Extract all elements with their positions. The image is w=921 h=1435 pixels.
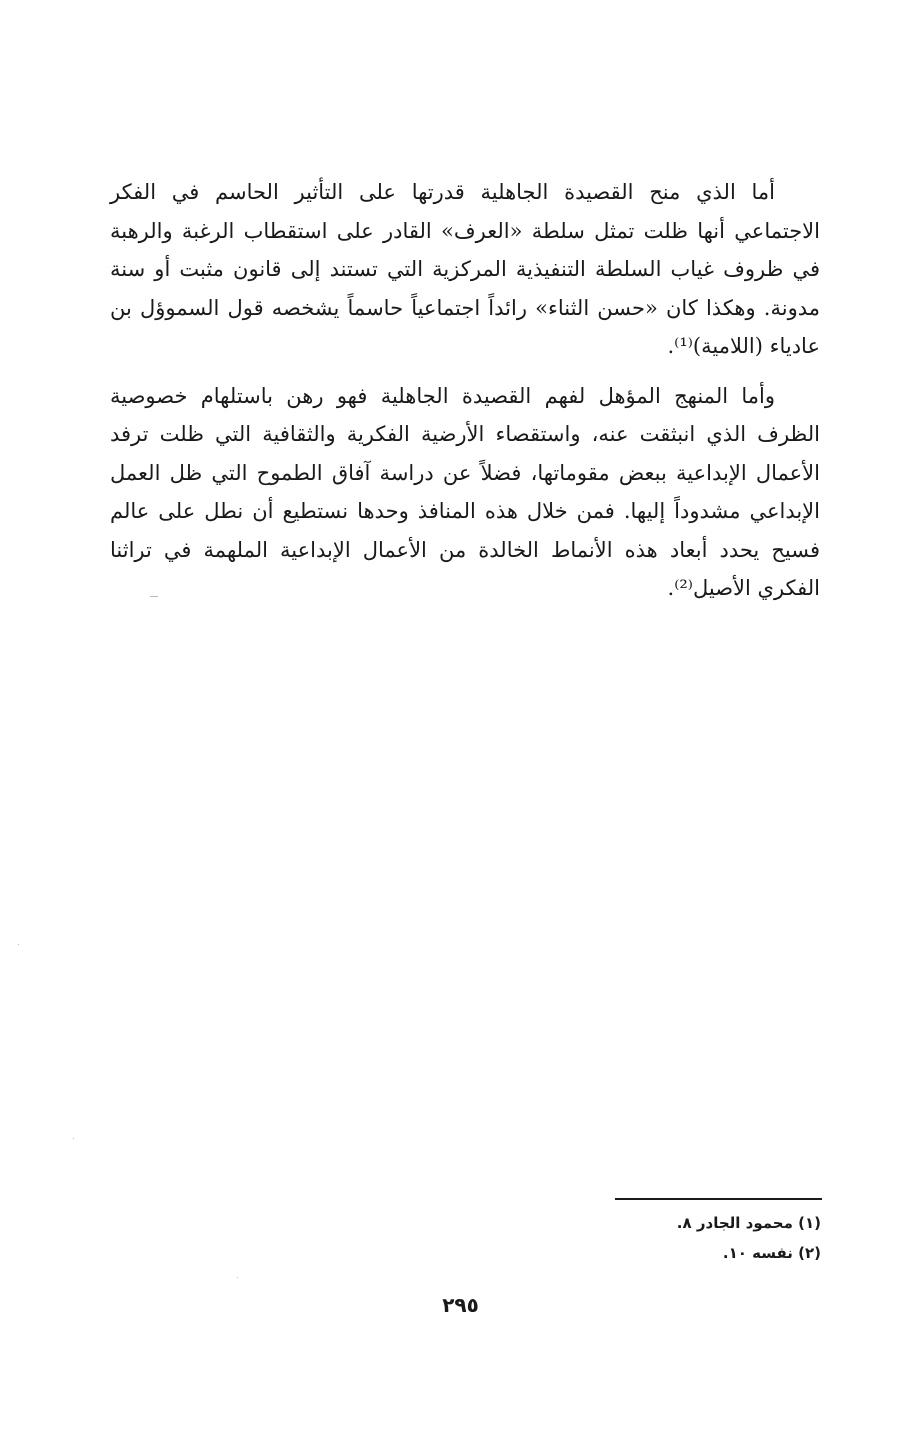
footnote-2: (٢) نفسه ١٠. <box>722 1244 821 1262</box>
scan-speck <box>18 944 19 945</box>
paragraph-1: أما الذي منح القصيدة الجاهلية قدرتها على التأثير الحاسم في الفكر الاجتماعي أنها ظلت تمثل سلطة «العرف» القادر على استقطاب الرغبة والرهبة في ظروف غياب السلطة التنفيذية المركزية التي تستند إلى قانون مثبت أو سنة مدونة. وهكذا كان «حسن الثناء» رائداً اجتماعياً حاسماً يشخصه قول السموؤل بن عادياء (اللامية)⁽¹⁾. <box>110 180 820 358</box>
page-number: ٢٩٥ <box>442 1293 479 1317</box>
scan-speck <box>150 596 158 597</box>
scan-speck <box>237 1277 238 1278</box>
main-text <box>110 173 820 608</box>
paragraph-2: وأما المنهج المؤهل لفهم القصيدة الجاهلية فهو رهن باستلهام خصوصية الظرف الذي انبثقت عنه، واستقصاء الأرضية الفكرية والثقافية التي ظلت ترفد الأعمال الإبداعية ببعض مقوماتها، فضلاً عن دراسة آفاق الطموح التي ظل العمل الإبداعي مشدوداً إليها. فمن خلال هذه المنافذ وحدها نستطيع أن نطل على عالم فسيح يحدد أبعاد هذه الأنماط الخالدة من الأعمال الإبداعية الملهمة في تراثنا الفكري الأصيل⁽²⁾. <box>110 383 820 600</box>
footnotes <box>421 1208 821 1268</box>
footnote-separator <box>615 1198 822 1200</box>
scan-speck <box>73 1138 74 1139</box>
footnote-1: (١) محمود الجادر ٨. <box>676 1214 821 1232</box>
